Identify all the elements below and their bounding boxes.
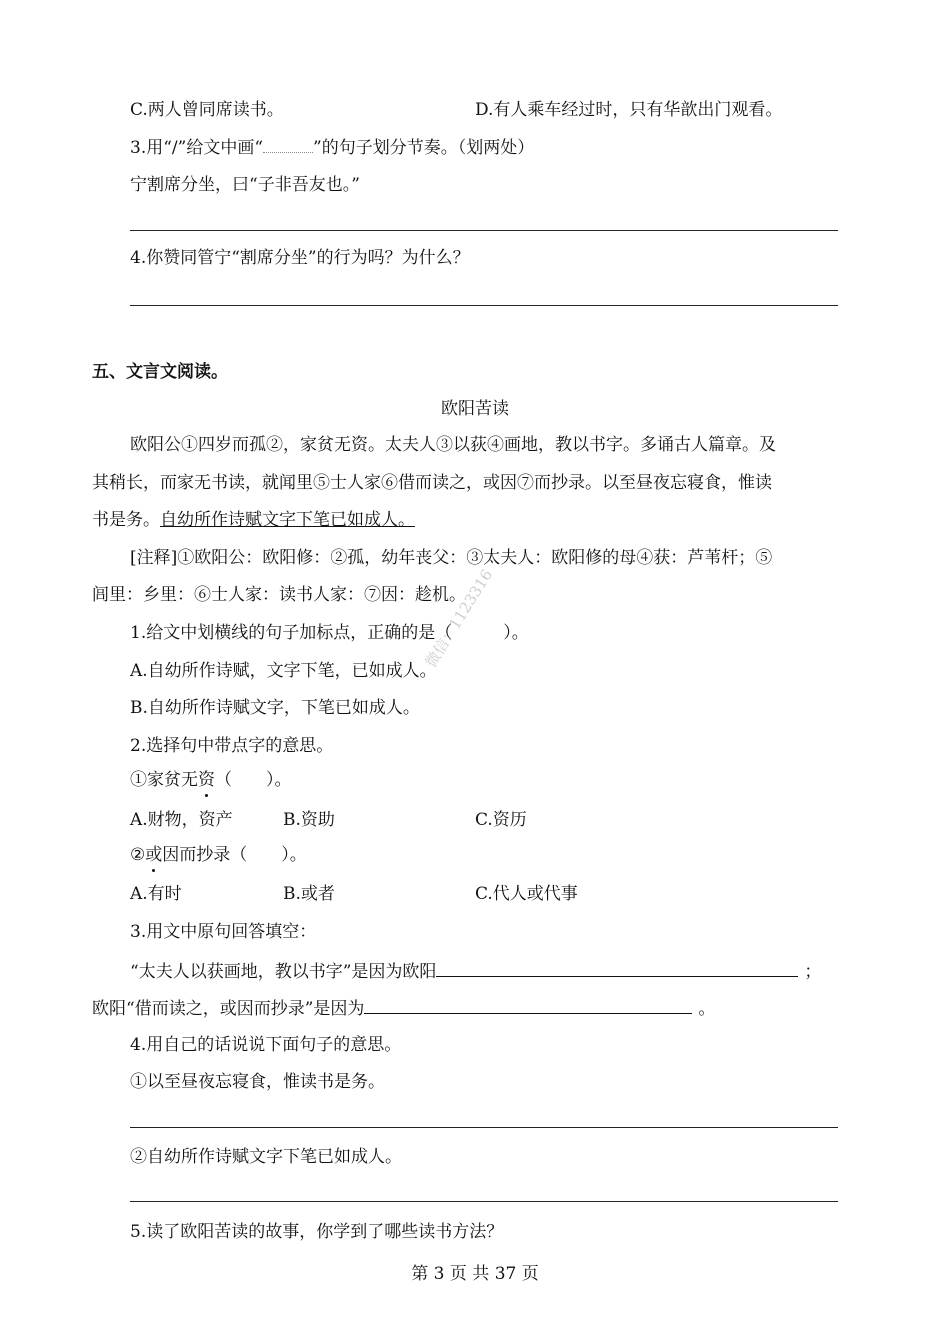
fill-line-2-text: 欧阳“借而读之，或因而抄录”是因为 [92,999,365,1019]
question-4-item-2: ②自幼所作诗赋文字下笔已如成人。 [130,1147,402,1167]
question-3-fill: 3.用文中原句回答填空： [130,922,317,942]
item-2-option-b: B.或者 [283,884,335,904]
fill-blank-1[interactable] [436,958,798,977]
quoted-sentence: 宁割席分坐，曰“子非吾友也。” [130,175,360,195]
question-3-part-b: ”的句子划分节奏。（划两处） [313,138,535,158]
question-4-item-1: ①以至昼夜忘寝食，惟读书是务。 [130,1072,385,1092]
answer-line[interactable] [130,1201,838,1202]
item-2-option-c: C.代人或代事 [475,884,578,904]
passage-title: 欧阳苦读 [441,399,509,419]
item-1-option-a: A.财物，资产 [130,810,233,830]
item-2-text: 因而抄录（ ）。 [162,845,307,865]
answer-line[interactable] [130,1127,838,1128]
question-4-explain: 4.用自己的话说说下面句子的意思。 [130,1035,402,1055]
question-1: 1.给文中划横线的句子加标点，正确的是（ ）。 [130,623,529,643]
item-1-text: ①家贫无 [130,770,198,790]
notes-line-1: [注释]①欧阳公：欧阳修：②孤，幼年丧父：③太夫人：欧阳修的母④获：芦苇杆；⑤ [130,548,773,568]
dotted-character: 或 [145,845,163,865]
question-2: 2.选择句中带点字的意思。 [130,736,334,756]
fill-line-2-end: 。 [698,999,716,1019]
item-1-bracket: （ ）。 [215,770,292,790]
watermark: 微信：1123316 [421,566,497,671]
item-2-option-a: A.有时 [130,884,182,904]
dotted-character: 资 [198,770,215,790]
passage-line-1: 欧阳公①四岁而孤②，家贫无资。太夫人③以荻④画地，教以书字。多诵古人篇章。及 [130,435,776,455]
question-3-part-a: 3.用“/”给文中画“ [130,138,264,158]
question-3 [130,136,534,160]
question-2-item-2 [130,843,307,867]
fill-line-1-end: ； [804,962,822,982]
underlined-sentence: 自幼所作诗赋文字下笔已如成人。 [160,510,415,530]
fill-line-1 [130,958,821,984]
question-2-item-1 [130,768,292,792]
page-footer: 第 3 页 共 37 页 [411,1264,539,1284]
option-d: D.有人乘车经过时，只有华歆出门观看。 [475,100,783,120]
wavy-line-mark [263,138,313,153]
question-1-option-a: A.自幼所作诗赋，文字下笔，已如成人。 [130,661,437,681]
question-1-option-b: B.自幼所作诗赋文字，下笔已如成人。 [130,698,420,718]
item-1-option-c: C.资历 [475,810,527,830]
item-2-number: ② [130,845,146,865]
passage-line-3-start: 书是务。 [92,510,160,530]
answer-line[interactable] [130,305,838,306]
option-c: C.两人曾同席读书。 [130,100,284,120]
fill-line-2 [92,995,715,1021]
section-heading: 五、文言文阅读。 [92,362,228,382]
fill-blank-2[interactable] [364,995,692,1014]
item-1-option-b: B.资助 [283,810,335,830]
passage-line-3 [92,508,415,532]
notes-line-2: 闾里：乡里：⑥士人家：读书人家：⑦因：趁机。 [92,585,466,605]
answer-line[interactable] [130,230,838,231]
question-5: 5.读了欧阳苦读的故事，你学到了哪些读书方法？ [130,1222,504,1242]
fill-line-1-text: “太夫人以获画地，教以书字”是因为欧阳 [130,962,437,982]
question-4: 4.你赞同管宁“割席分坐”的行为吗？为什么？ [130,248,470,268]
passage-line-2: 其稍长，而家无书读，就闻里⑤士人家⑥借而读之，或因⑦而抄录。以至昼夜忘寝食，惟读 [92,473,772,493]
